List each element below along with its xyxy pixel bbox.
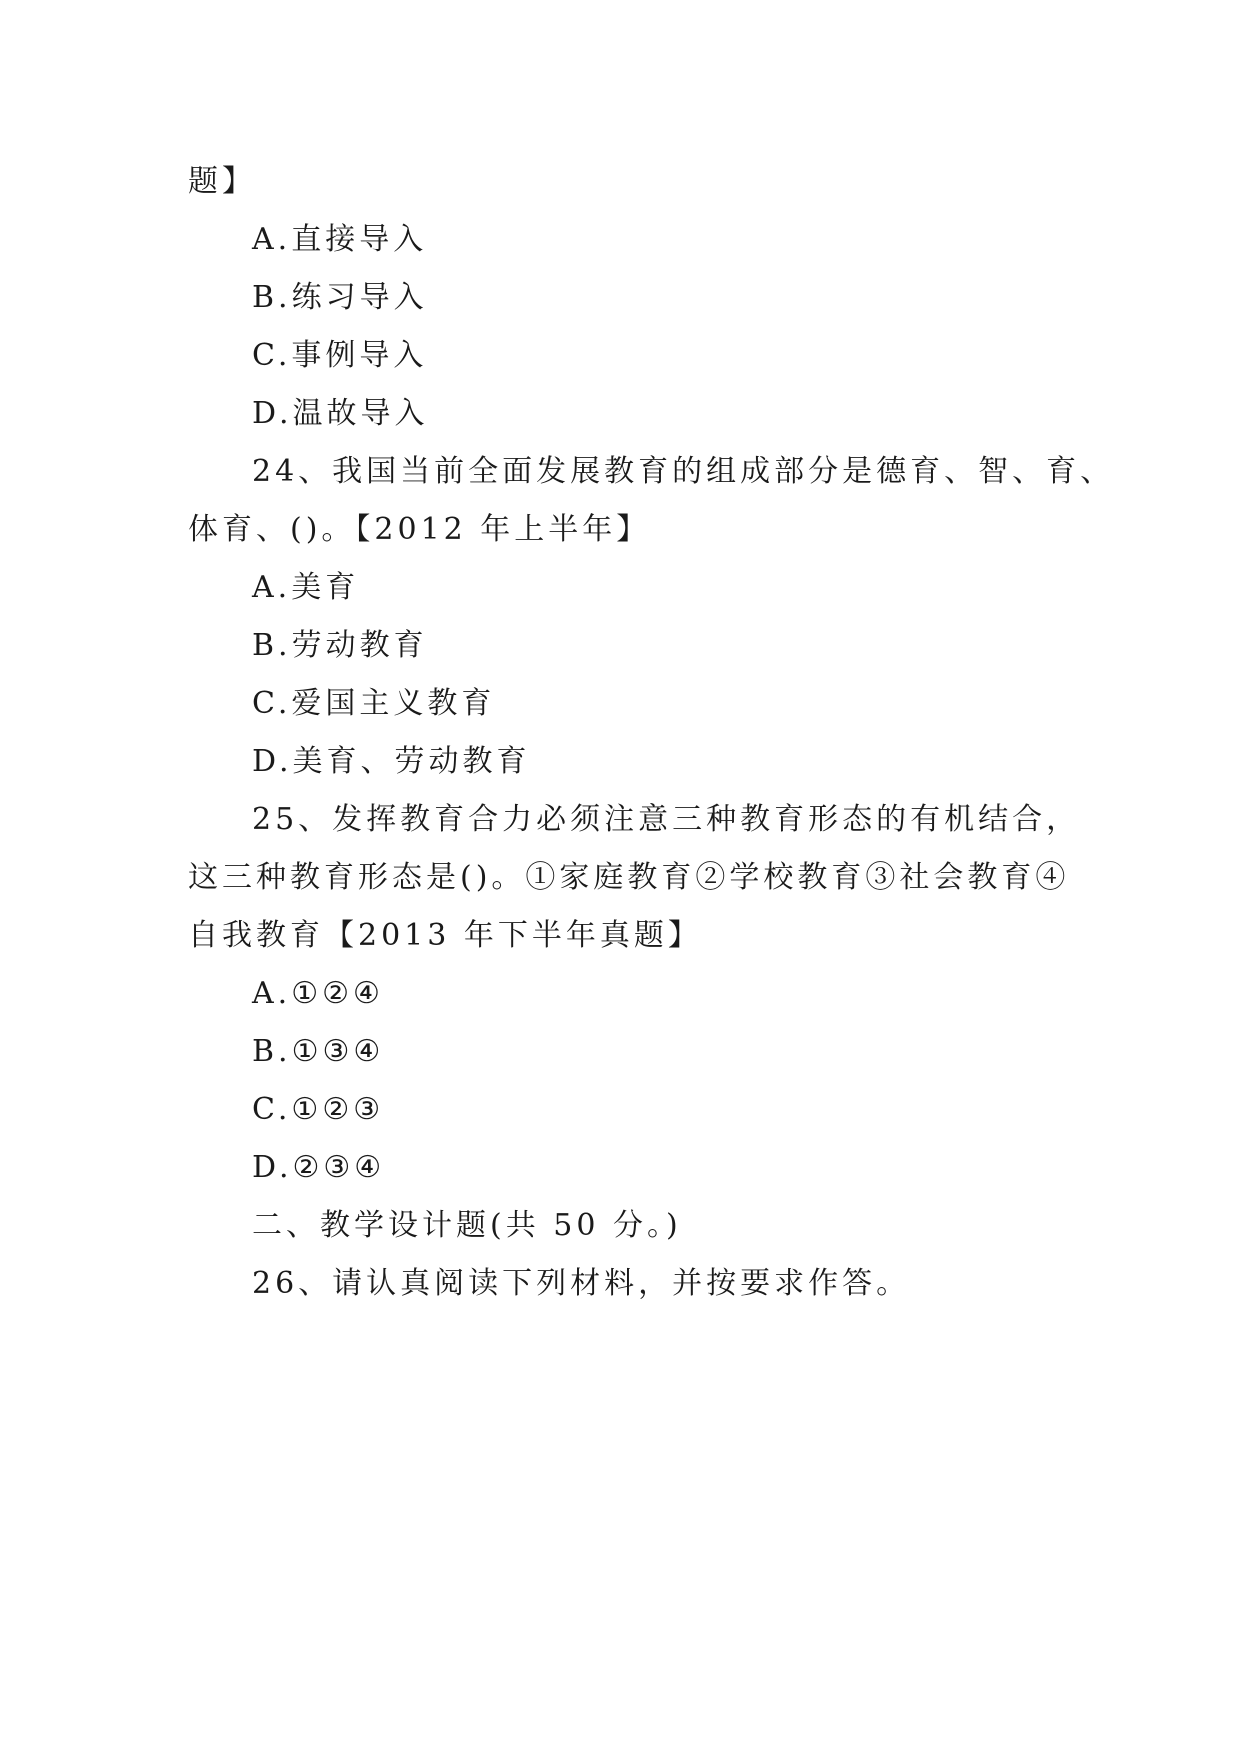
question-24-option-a: A.美育: [252, 570, 360, 605]
question-25-option-d: D.②③④: [252, 1150, 386, 1185]
question-25-option-a: A.①②④: [252, 976, 384, 1011]
question-23-option-b: B.练习导入: [252, 280, 428, 315]
question-25-stem-end: 自我教育【2013 年下半年真题】: [188, 918, 702, 953]
question-23-option-c: C.事例导入: [252, 338, 428, 373]
question-24-option-c: C.爱国主义教育: [252, 686, 496, 721]
question-25-stem-cont: 这三种教育形态是()。①家庭教育②学校教育③社会教育④: [188, 860, 1070, 895]
question-23-option-a: A.直接导入: [252, 222, 428, 257]
question-25-stem: 25、发挥教育合力必须注意三种教育形态的有机结合，: [252, 802, 1081, 837]
question-24-option-b: B.劳动教育: [252, 628, 428, 663]
question-23-option-d: D.温故导入: [252, 396, 429, 431]
question-25-option-b: B.①③④: [252, 1034, 385, 1069]
question-24-stem-cont: 体育、()。【2012 年上半年】: [188, 512, 651, 547]
question-24-stem: 24、我国当前全面发展教育的组成部分是德育、智、育、: [252, 454, 1115, 489]
question-26-stem: 26、请认真阅读下列材料，并按要求作答。: [252, 1266, 911, 1301]
question-23-tail: 题】: [188, 164, 256, 199]
question-25-option-c: C.①②③: [252, 1092, 385, 1127]
question-24-option-d: D.美育、劳动教育: [252, 744, 531, 779]
section-heading: 二、教学设计题(共 50 分。): [252, 1208, 682, 1243]
